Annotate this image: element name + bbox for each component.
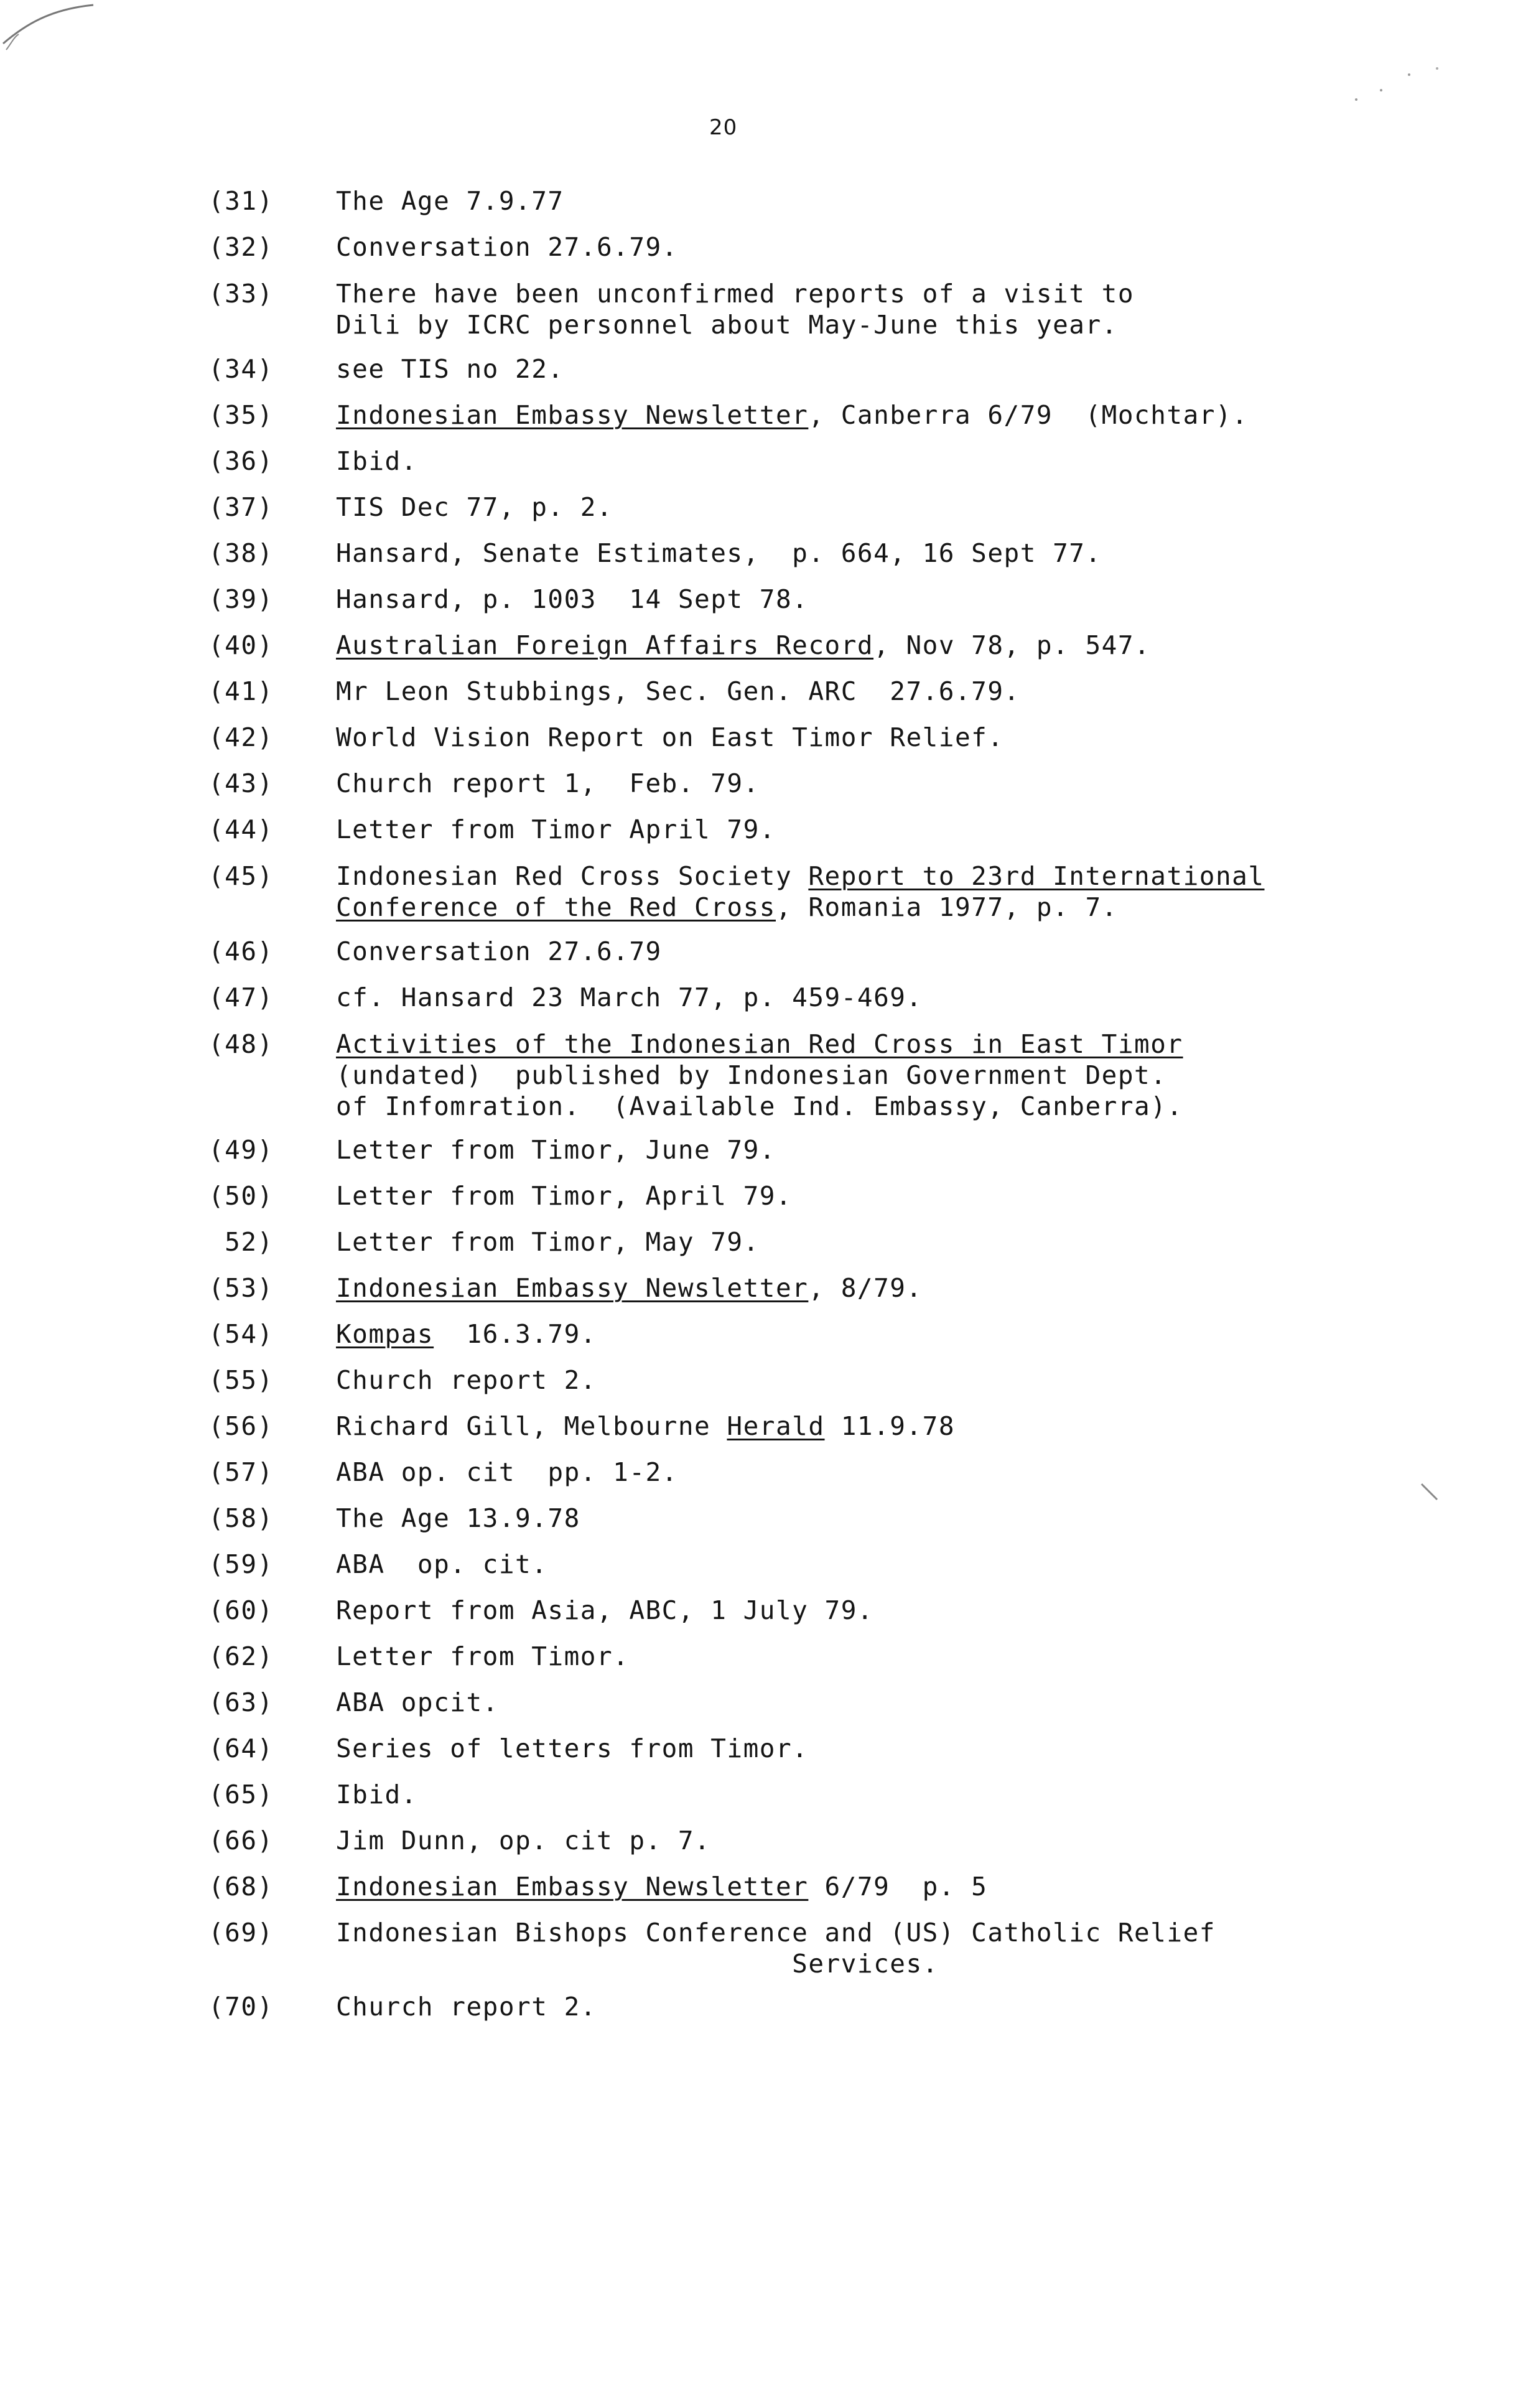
- citation-text: ABA op. cit.: [336, 1549, 548, 1579]
- citation-text: Indonesian Red Cross Society: [336, 861, 809, 891]
- endnote-item: [0, 676, 1513, 707]
- endnote-item: [0, 399, 1513, 431]
- endnote-text-line: [336, 936, 662, 967]
- scan-mark-top-left: [0, 0, 124, 56]
- endnote-text-line: [336, 399, 1248, 431]
- citation-text: Letter from Timor April 79.: [336, 814, 776, 844]
- endnote-text-line: [336, 1991, 597, 2022]
- underlined-title: Indonesian Embassy Newsletter: [336, 1872, 809, 1902]
- citation-text: Jim Dunn, op. cit p. 7.: [336, 1826, 711, 1855]
- endnote-item: [0, 1641, 1513, 1672]
- endnote-number: (39): [208, 584, 274, 614]
- endnote-text-line: [336, 1365, 597, 1396]
- endnote-text-line: [336, 1948, 939, 1979]
- endnote-text-line: [336, 446, 417, 477]
- endnote-number: (56): [208, 1411, 274, 1441]
- endnote-number: (38): [208, 538, 274, 568]
- endnote-number: (32): [208, 232, 274, 262]
- endnote-number: (64): [208, 1734, 274, 1763]
- endnote-number: (57): [208, 1457, 274, 1487]
- citation-text: of Infomration. (Available Ind. Embassy, Canberra).: [336, 1091, 1183, 1121]
- endnote-number: (41): [208, 676, 274, 706]
- endnote-number: (43): [208, 768, 274, 798]
- endnote-text-line: [336, 768, 760, 799]
- underlined-title: Conference of the Red Cross: [336, 892, 776, 922]
- endnote-text-line: [336, 1779, 417, 1810]
- endnote-item: [0, 584, 1513, 615]
- citation-text: see TIS no 22.: [336, 354, 564, 384]
- endnote-item: [0, 1318, 1513, 1350]
- citation-text: ABA op. cit pp. 1-2.: [336, 1457, 678, 1487]
- endnote-text-line: [336, 309, 1118, 340]
- underlined-title: Kompas: [336, 1319, 434, 1349]
- endnote-text-line: [336, 1134, 776, 1165]
- endnote-item: [0, 353, 1513, 385]
- citation-text: , 8/79.: [808, 1273, 923, 1303]
- citation-text: 11.9.78: [824, 1411, 956, 1441]
- underlined-title: Indonesian Embassy Newsletter: [336, 1273, 809, 1303]
- endnote-item: [0, 1457, 1513, 1488]
- citation-text: ABA opcit.: [336, 1687, 499, 1717]
- endnote-text-line: [336, 584, 808, 615]
- endnote-item: [0, 1871, 1513, 1902]
- endnote-item: [0, 1272, 1513, 1304]
- endnote-text-line: [336, 1917, 1216, 1948]
- endnote-number: (68): [208, 1872, 274, 1902]
- endnote-number: (42): [208, 722, 274, 752]
- endnote-text-line: [336, 814, 776, 845]
- endnote-text-line: [336, 1091, 1183, 1122]
- endnote-text-line: [336, 1457, 678, 1488]
- underlined-title: Herald: [727, 1411, 825, 1441]
- endnote-number: (66): [208, 1826, 274, 1855]
- endnote-number: (70): [208, 1992, 274, 2022]
- endnote-text-line: [336, 1272, 923, 1304]
- endnote-item: [0, 936, 1513, 967]
- citation-text: Letter from Timor, June 79.: [336, 1135, 776, 1165]
- endnote-number: (34): [208, 354, 274, 384]
- endnote-item: [0, 1779, 1513, 1810]
- endnote-text-line: [336, 1029, 1183, 1060]
- citation-text: , Canberra 6/79 (Mochtar).: [808, 400, 1249, 430]
- citation-text: , Nov 78, p. 547.: [873, 630, 1151, 660]
- endnote-text-line: [336, 722, 1004, 753]
- endnote-item: [0, 231, 1513, 263]
- endnote-item: [0, 1226, 1513, 1258]
- endnote-item: [0, 1733, 1513, 1764]
- endnote-text-line: [336, 861, 1265, 892]
- citation-text: Letter from Timor, April 79.: [336, 1181, 793, 1211]
- endnote-item: [0, 185, 1513, 217]
- citation-text: (undated) published by Indonesian Government Dept.: [336, 1060, 1167, 1090]
- endnote-text-line: [336, 1641, 629, 1672]
- citation-text: Richard Gill, Melbourne: [336, 1411, 727, 1441]
- citation-text: The Age 7.9.77: [336, 186, 564, 216]
- endnote-item: [0, 1180, 1513, 1211]
- endnote-text-line: [336, 1226, 760, 1258]
- endnote-item: [0, 982, 1513, 1013]
- endnote-number: (46): [208, 936, 274, 966]
- citation-text: Church report 1, Feb. 79.: [336, 768, 760, 798]
- endnote-text-line: [336, 1825, 710, 1856]
- endnote-item: [0, 538, 1513, 569]
- citation-text: Letter from Timor.: [336, 1641, 630, 1671]
- endnote-item: [0, 768, 1513, 799]
- endnote-text-line: [336, 538, 1102, 569]
- endnote-text-line: [336, 185, 564, 217]
- scan-mark-top-right: [1344, 56, 1468, 118]
- citation-text: Report from Asia, ABC, 1 July 79.: [336, 1595, 874, 1625]
- endnote-item: [0, 446, 1513, 477]
- underlined-title: Activities of the Indonesian Red Cross in East Timor: [336, 1029, 1183, 1059]
- endnote-text-line: [336, 1180, 792, 1211]
- citation-text: Ibid.: [336, 446, 417, 476]
- citation-text: There have been unconfirmed reports of a visit to: [336, 279, 1135, 309]
- endnote-item: [0, 1029, 1513, 1122]
- endnote-number: (49): [208, 1135, 274, 1165]
- endnote-number: (36): [208, 446, 274, 476]
- endnote-text-line: [336, 1687, 499, 1718]
- endnote-text-line: [336, 278, 1134, 309]
- endnote-number: (62): [208, 1641, 274, 1671]
- endnote-text-line: [336, 1871, 987, 1902]
- endnote-item: [0, 1365, 1513, 1396]
- endnote-text-line: [336, 492, 613, 523]
- endnote-text-line: [336, 1060, 1166, 1091]
- endnote-text-line: [336, 353, 564, 385]
- endnote-text-line: [336, 1549, 547, 1580]
- endnote-item: [0, 1991, 1513, 2022]
- citation-text: Letter from Timor, May 79.: [336, 1227, 760, 1257]
- endnote-number: (55): [208, 1365, 274, 1395]
- endnote-item: [0, 814, 1513, 845]
- endnote-number: (60): [208, 1595, 274, 1625]
- citation-text: World Vision Report on East Timor Relief.: [336, 722, 1004, 752]
- endnote-number: (31): [208, 186, 274, 216]
- endnote-number: (50): [208, 1181, 274, 1211]
- citation-text: TIS Dec 77, p. 2.: [336, 492, 613, 522]
- citation-text: Hansard, Senate Estimates, p. 664, 16 Sept 77.: [336, 538, 1102, 568]
- endnote-item: [0, 1687, 1513, 1718]
- endnote-item: [0, 1549, 1513, 1580]
- endnote-number: (44): [208, 814, 274, 844]
- citation-text: Ibid.: [336, 1780, 417, 1809]
- endnote-text-line: [336, 1595, 873, 1626]
- endnote-item: [0, 630, 1513, 661]
- endnote-number: (65): [208, 1780, 274, 1809]
- endnote-item: [0, 1595, 1513, 1626]
- endnote-item: [0, 278, 1513, 340]
- citation-text: Services.: [336, 1949, 939, 1979]
- endnote-item: [0, 1825, 1513, 1856]
- endnote-number: (59): [208, 1549, 274, 1579]
- citation-text: The Age 13.9.78: [336, 1503, 580, 1533]
- citation-text: Series of letters from Timor.: [336, 1734, 809, 1763]
- endnote-item: [0, 1503, 1513, 1534]
- endnote-text-line: [336, 1318, 597, 1350]
- endnote-number: (45): [208, 861, 274, 891]
- endnote-text-line: [336, 982, 923, 1013]
- endnote-number: (35): [208, 400, 274, 430]
- citation-text: Church report 2.: [336, 1992, 597, 2022]
- citation-text: Hansard, p. 1003 14 Sept 78.: [336, 584, 809, 614]
- endnote-text-line: [336, 676, 1020, 707]
- endnote-item: [0, 492, 1513, 523]
- endnote-number: (69): [208, 1918, 274, 1948]
- endnote-number: (48): [208, 1029, 274, 1059]
- endnote-number: (53): [208, 1273, 274, 1303]
- endnote-text-line: [336, 1411, 955, 1442]
- underlined-title: Indonesian Embassy Newsletter: [336, 400, 809, 430]
- underlined-title: Report to 23rd International: [808, 861, 1265, 891]
- citation-text: cf. Hansard 23 March 77, p. 459-469.: [336, 982, 923, 1012]
- endnote-text-line: [336, 1733, 808, 1764]
- citation-text: , Romania 1977, p. 7.: [775, 892, 1118, 922]
- endnote-number: (37): [208, 492, 274, 522]
- endnote-text-line: [336, 892, 1118, 923]
- citation-text: Mr Leon Stubbings, Sec. Gen. ARC 27.6.79.: [336, 676, 1020, 706]
- citation-text: Indonesian Bishops Conference and (US) Catholic Relief: [336, 1918, 1216, 1948]
- endnote-text-line: [336, 1503, 580, 1534]
- citation-text: Dili by ICRC personnel about May-June this year.: [336, 310, 1118, 340]
- endnote-item: [0, 1917, 1513, 1979]
- endnote-number: (63): [208, 1687, 274, 1717]
- endnote-number: (54): [208, 1319, 274, 1349]
- endnote-item: [0, 1411, 1513, 1442]
- citation-text: 6/79 p. 5: [808, 1872, 988, 1902]
- endnote-item: [0, 722, 1513, 753]
- citation-text: 16.3.79.: [434, 1319, 597, 1349]
- endnote-text-line: [336, 231, 678, 263]
- underlined-title: Australian Foreign Affairs Record: [336, 630, 874, 660]
- endnote-number: (58): [208, 1503, 274, 1533]
- endnote-number: (33): [208, 279, 274, 309]
- endnote-number: (47): [208, 982, 274, 1012]
- citation-text: Church report 2.: [336, 1365, 597, 1395]
- endnote-text-line: [336, 630, 1150, 661]
- page-number: 20: [709, 115, 738, 140]
- citation-text: Conversation 27.6.79.: [336, 232, 678, 262]
- endnote-number: (40): [208, 630, 274, 660]
- endnote-item: [0, 861, 1513, 923]
- endnote-item: [0, 1134, 1513, 1165]
- citation-text: Conversation 27.6.79: [336, 936, 662, 966]
- endnote-number: 52): [208, 1227, 274, 1257]
